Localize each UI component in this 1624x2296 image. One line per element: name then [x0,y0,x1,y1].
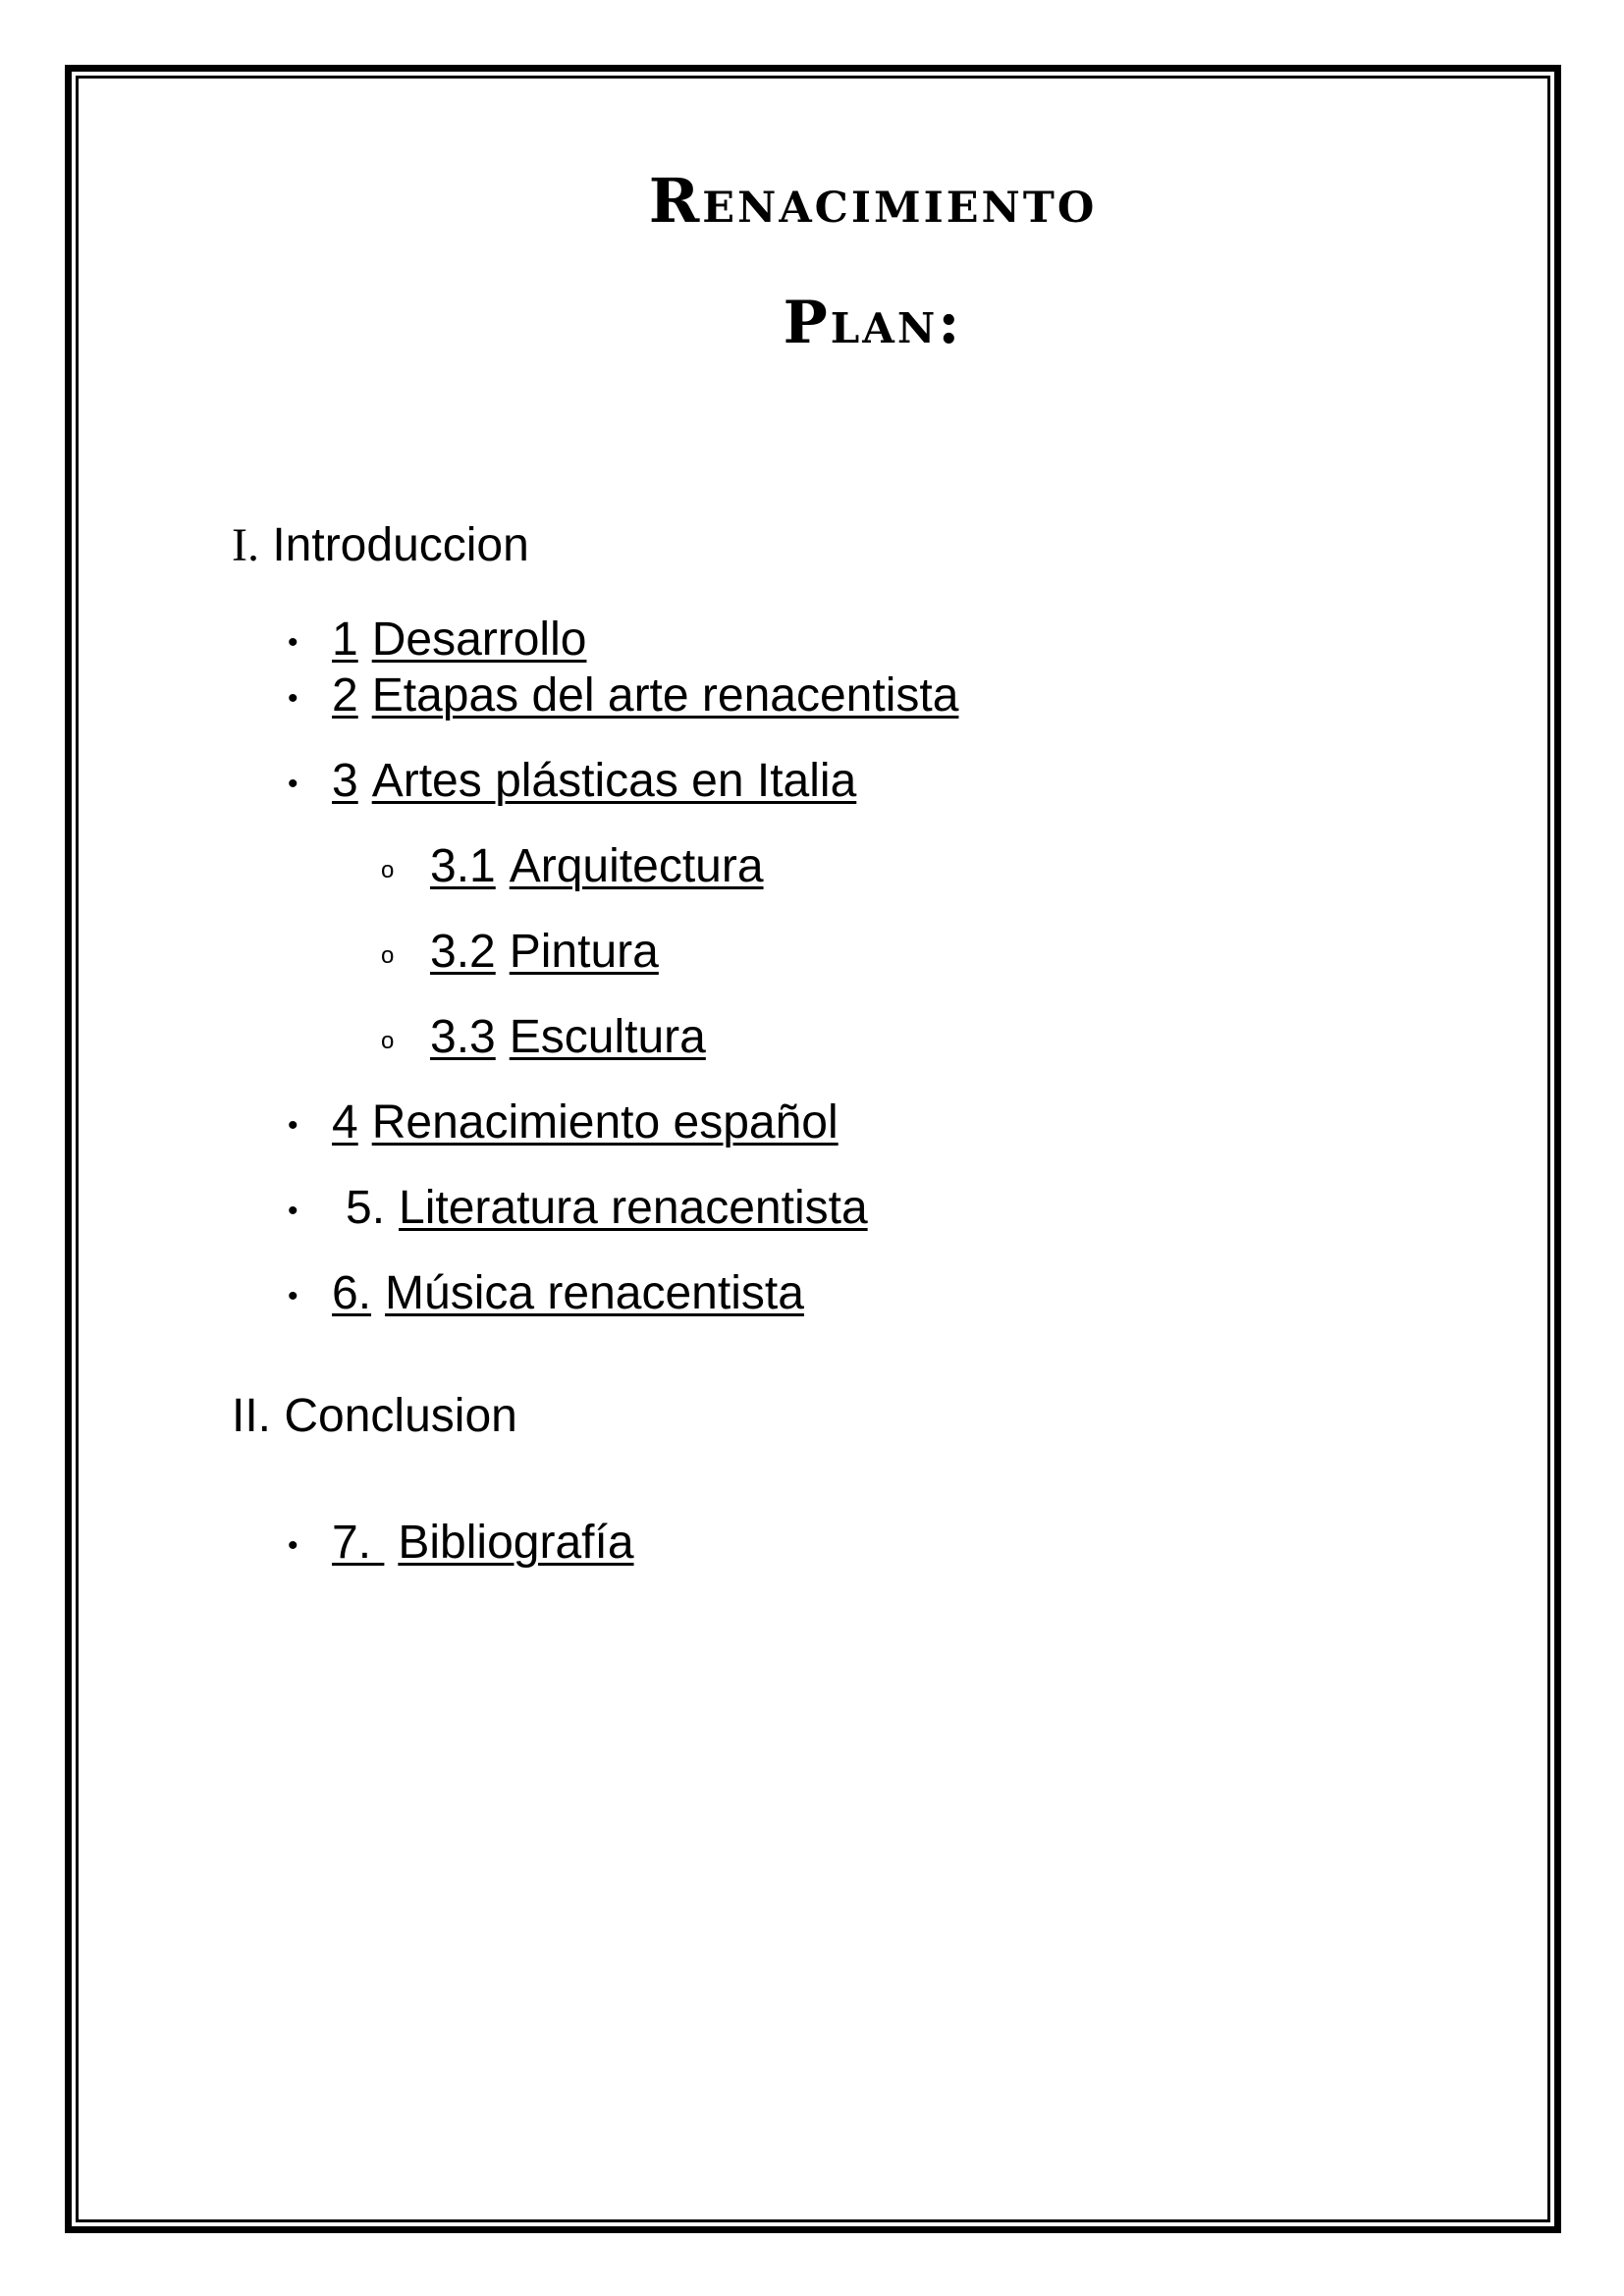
toc-item-number[interactable]: 1 [332,614,358,666]
page-border-inner [76,76,1550,2222]
bullet-icon: • [288,682,298,715]
section-conclusion [232,1389,517,1443]
toc-item-artes-plasticas[interactable] [332,755,857,807]
toc-item-number[interactable]: 2 [332,669,358,721]
section-introduccion [232,518,529,572]
toc-item-number[interactable]: 4 [332,1096,358,1148]
section-numeral: I. [232,519,259,571]
toc-item-number[interactable]: 3 [332,755,358,807]
section-label: Conclusion [284,1390,517,1442]
document-title: Renacimiento [648,165,1098,237]
sub-bullet-icon: o [381,942,395,969]
toc-item-label[interactable]: Desarrollo [371,614,587,666]
toc-item-number[interactable]: 7. [332,1517,385,1569]
toc-item-pintura[interactable] [430,926,659,978]
toc-item-number: 5. [346,1182,386,1234]
bullet-icon: • [288,626,298,659]
toc-item-literatura[interactable] [346,1182,868,1234]
toc-item-renacimiento-espanol[interactable] [332,1096,839,1148]
bullet-icon: • [288,1195,298,1227]
toc-item-label[interactable]: Música renacentista [385,1267,804,1319]
bullet-icon: • [288,1109,298,1142]
toc-item-label[interactable]: Escultura [509,1011,706,1063]
plan-heading: Plan: [783,289,963,357]
toc-item-label[interactable]: Arquitectura [509,840,764,892]
toc-item-etapas[interactable] [332,669,959,721]
sub-bullet-icon: o [381,1028,395,1054]
toc-item-escultura[interactable] [430,1011,706,1063]
toc-item-desarrollo[interactable] [332,616,586,664]
toc-item-number[interactable]: 3.3 [430,1011,496,1063]
toc-item-label[interactable]: Bibliografía [398,1517,634,1569]
toc-item-musica[interactable] [332,1267,804,1319]
toc-item-label[interactable]: Etapas del arte renacentista [371,669,959,721]
toc-item-bibliografia[interactable] [332,1517,634,1569]
bullet-icon: • [288,1529,298,1562]
toc-item-number[interactable]: 3.2 [430,926,496,978]
bullet-icon: • [288,768,298,800]
toc-item-label[interactable]: Renacimiento español [371,1096,839,1148]
sub-bullet-icon: o [381,857,395,883]
section-numeral: II. [232,1390,272,1442]
toc-item-arquitectura[interactable] [430,840,764,892]
toc-item-number[interactable]: 3.1 [430,840,496,892]
bullet-icon: • [288,1280,298,1312]
toc-item-label[interactable]: Artes plásticas en Italia [371,755,857,807]
section-label: Introduccion [272,519,529,571]
toc-item-number[interactable]: 6. [332,1267,372,1319]
toc-item-label[interactable]: Literatura renacentista [399,1182,868,1234]
toc-item-label[interactable]: Pintura [509,926,659,978]
